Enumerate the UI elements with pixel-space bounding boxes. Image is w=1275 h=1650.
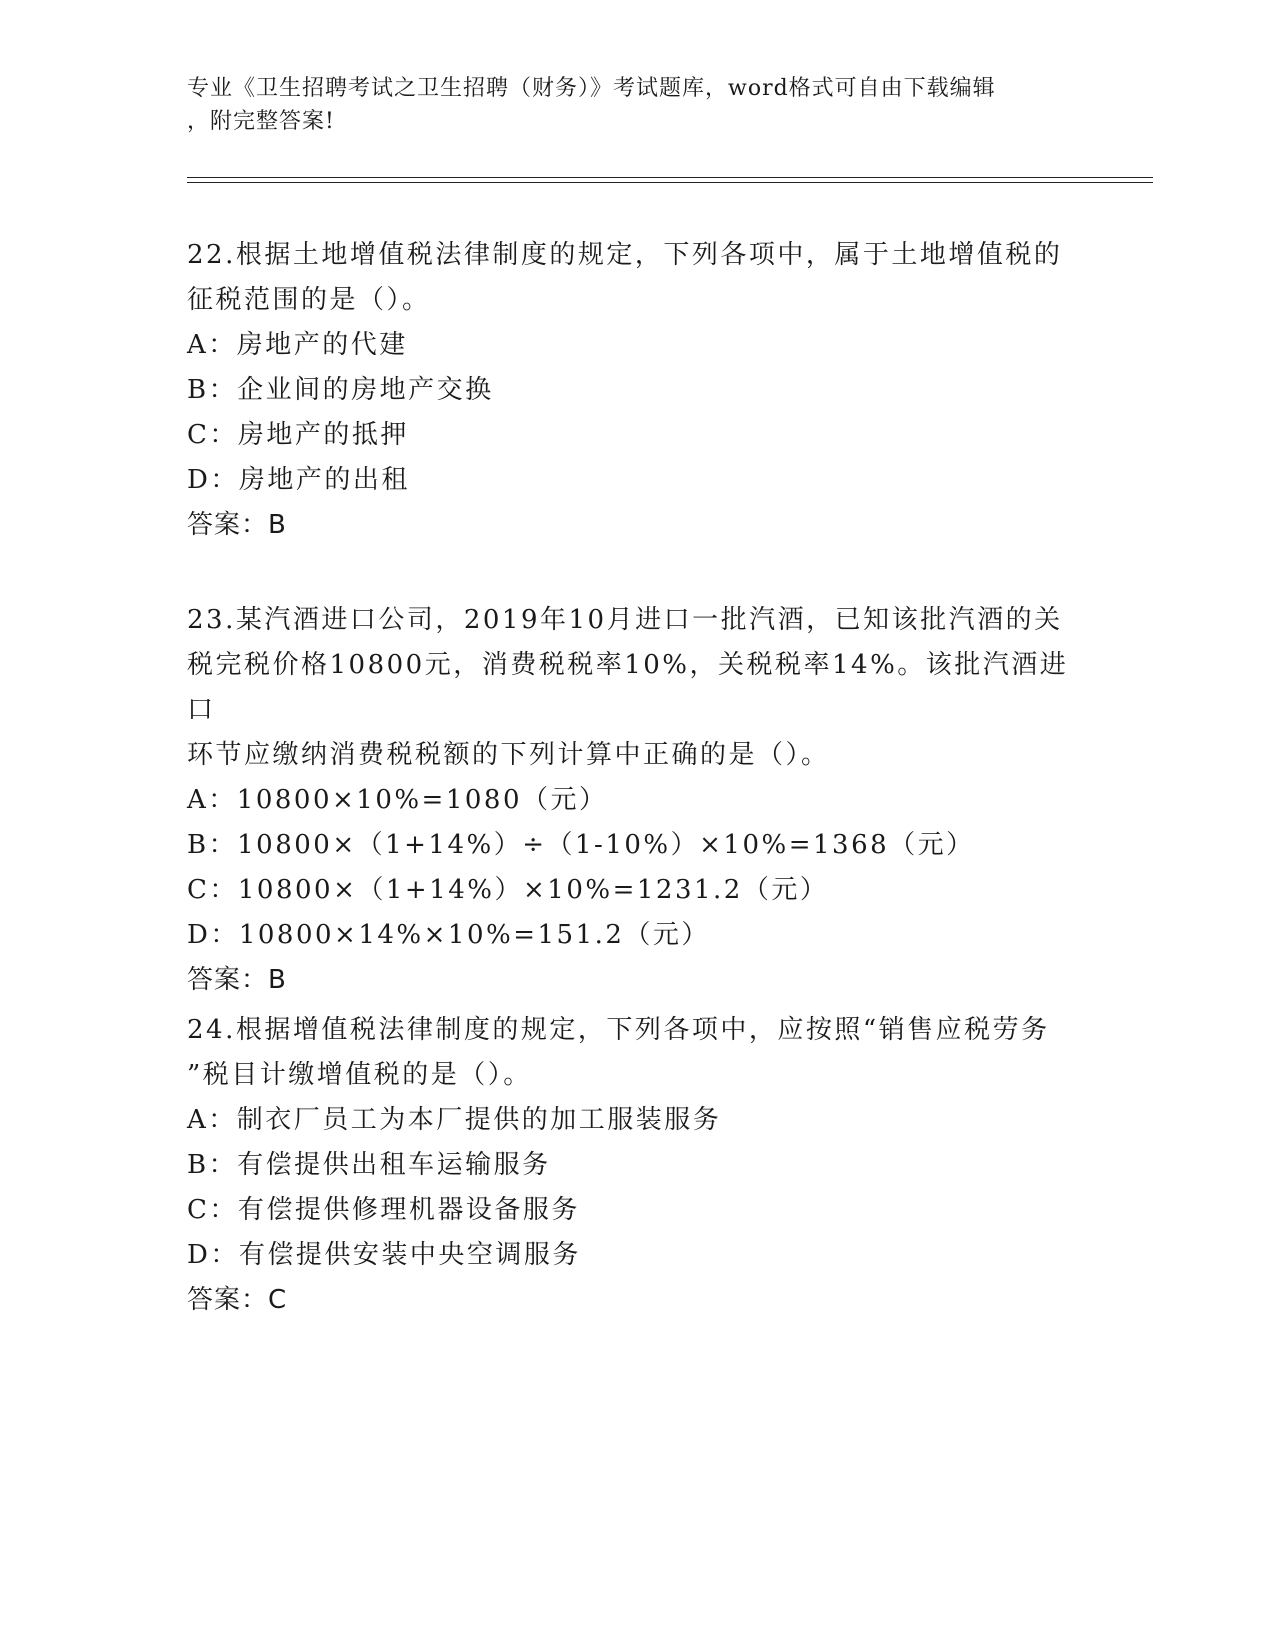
question-stem-line: 23.某汽酒进口公司，2019年10月进口一批汽酒，已知该批汽酒的关 [187, 605, 1063, 635]
question-stem-line: 22.根据土地增值税法律制度的规定，下列各项中，属于土地增值税的 [187, 240, 1063, 270]
header-divider-top [187, 177, 1153, 178]
question-24 [187, 1008, 1087, 1323]
option-b: B：企业间的房地产交换 [187, 375, 494, 405]
header-line-1: 专业《卫生招聘考试之卫生招聘（财务）》考试题库，word格式可自由下载编辑 [187, 76, 996, 101]
header-line-2: ，附完整答案! [187, 109, 335, 134]
question-stem-line: 征税范围的是（）。 [187, 285, 431, 315]
question-23 [187, 598, 1087, 1003]
question-stem-line: ”税目计缴增值税的是（）。 [187, 1060, 532, 1090]
option-d: D：10800×14%×10%=151.2（元） [187, 920, 710, 950]
option-b: B：有偿提供出租车运输服务 [187, 1150, 551, 1180]
option-c: C：有偿提供修理机器设备服务 [187, 1195, 580, 1225]
question-stem-line: 环节应缴纳消费税税额的下列计算中正确的是（）。 [187, 740, 830, 770]
answer-label: 答案：C [187, 1285, 288, 1315]
option-a: A：房地产的代建 [187, 330, 408, 360]
option-a: A：10800×10%=1080（元） [187, 785, 608, 815]
answer-label: 答案：B [187, 965, 287, 995]
option-c: C：房地产的抵押 [187, 420, 409, 450]
option-a: A：制衣厂员工为本厂提供的加工服装服务 [187, 1105, 722, 1135]
option-d: D：房地产的出租 [187, 465, 410, 495]
option-b: B：10800×（1+14%）÷（1-10%）×10%=1368（元） [187, 830, 975, 860]
header-divider-bottom [187, 182, 1153, 183]
question-stem-line: 税完税价格10800元，消费税税率10%，关税税率14%。该批汽酒进口 [187, 650, 1069, 725]
answer-label: 答案：B [187, 510, 287, 540]
question-stem-line: 24.根据增值税法律制度的规定，下列各项中，应按照“销售应税劳务 [187, 1015, 1050, 1045]
question-22 [187, 233, 1087, 548]
option-d: D：有偿提供安装中央空调服务 [187, 1240, 581, 1270]
document-header [187, 72, 1067, 138]
option-c: C：10800×（1+14%）×10%=1231.2（元） [187, 875, 829, 905]
